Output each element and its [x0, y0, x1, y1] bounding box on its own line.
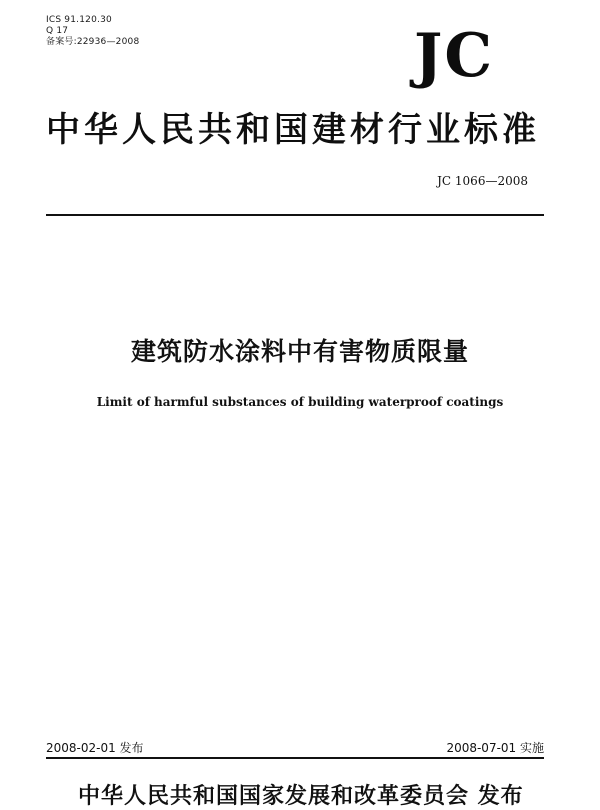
title-chinese: 建筑防水涂料中有害物质限量 [130, 337, 469, 366]
publisher: 中华人民共和国国家发展和改革委员会 发布 [78, 783, 524, 809]
jc-logo: JC [414, 21, 495, 91]
filing-number: 备案号:22936—2008 [46, 37, 140, 47]
ccs-code: Q 17 [46, 26, 69, 36]
implementation-date: 2008-07-01 实施 [446, 741, 544, 755]
top-divider [46, 214, 544, 216]
classification-block [46, 15, 139, 48]
title-english: Limit of harmful substances of building waterproof coatings [96, 395, 504, 409]
standard-category: 中华人民共和国建材行业标准 [46, 110, 540, 150]
issue-date: 2008-02-01 发布 [46, 741, 144, 755]
ics-code: ICS 91.120.30 [46, 15, 112, 25]
standard-number: JC 1066—2008 [437, 174, 528, 188]
bottom-divider [46, 757, 544, 759]
